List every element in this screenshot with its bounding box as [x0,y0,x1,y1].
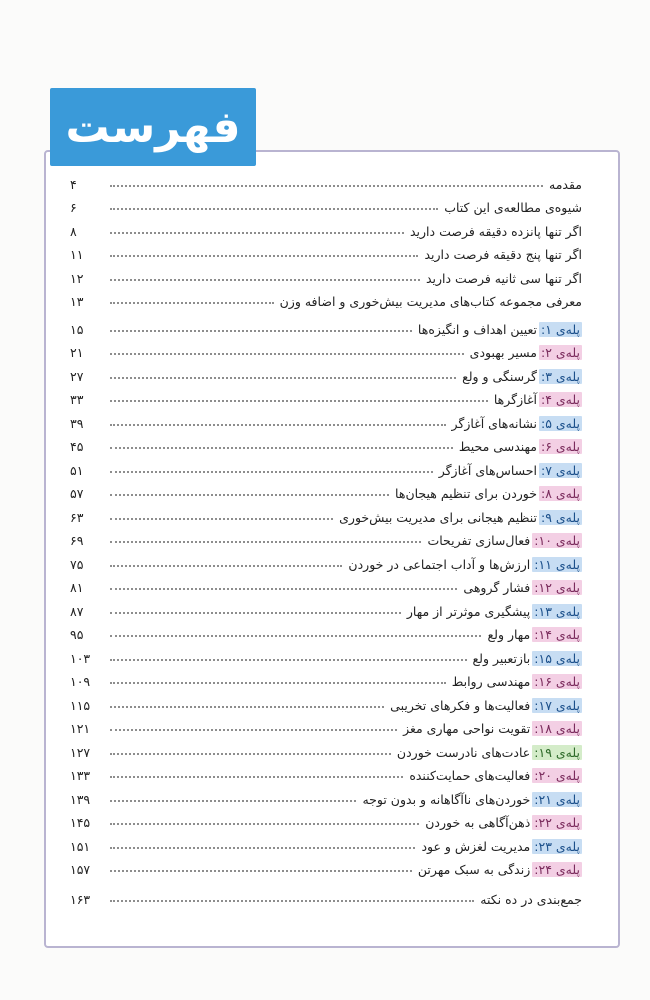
leader-dots [110,682,446,684]
step-tag: پله‌ی ۲۴: [534,862,580,877]
step-tag: پله‌ی ۱۴: [534,627,580,642]
leader-dots [110,447,453,449]
toc-entry[interactable] [70,192,582,216]
toc-step[interactable] [70,713,582,737]
toc-entry[interactable] [70,215,582,239]
step-tag: پله‌ی ۴: [540,392,580,407]
entry-page: ۴ [70,176,77,192]
step-label: پیشگیری موثرتر از مهار [406,603,531,619]
step-page: ۵۷ [70,486,84,501]
step-tag: پله‌ی ۱۵: [534,650,580,666]
leader-dots [110,729,397,731]
leader-dots [110,565,342,567]
entry-page: ۱۳ [70,294,84,309]
step-page: ۱۵۷ [70,862,91,877]
step-label: تعیین اهداف و انگیزه‌ها [417,321,537,337]
entry-page: ۸ [70,223,77,239]
step-page: ۲۷ [70,368,84,384]
step-label: احساس‌های آغازگر [438,462,537,478]
toc-entry[interactable] [70,286,582,310]
toc-step[interactable] [70,501,582,525]
step-tag: پله‌ی ۱۹: [534,744,580,760]
step-page: ۵۱ [70,462,84,478]
entry-label: اگر تنها پانزده دقیقه فرصت دارید [409,223,582,239]
toc-step[interactable] [70,760,582,784]
step-label: فعالیت‌های حمایت‌کننده [409,768,531,783]
leader-dots [110,302,274,304]
step-tag: پله‌ی ۱۰: [534,533,580,548]
toc-step[interactable] [70,337,582,361]
step-label: گرسنگی و ولع [462,368,537,384]
step-label: تنظیم هیجانی برای مدیریت بیش‌خوری [339,509,537,525]
step-page: ۱۵۱ [70,838,91,854]
toc-step[interactable] [70,384,582,408]
step-tag: پله‌ی ۹: [540,509,580,525]
step-page: ۱۵ [70,321,84,337]
step-tag: پله‌ی ۱۸: [534,721,580,736]
step-label: خوردن برای تنظیم هیجان‌ها [395,486,537,501]
leader-dots [110,541,421,543]
leader-dots [110,870,412,872]
step-tag: پله‌ی ۱: [540,321,580,337]
leader-dots [110,900,474,902]
leader-dots [110,518,333,520]
step-tag: پله‌ی ۱۱: [534,556,580,572]
entry-page: ۱۲ [70,270,84,286]
leader-dots [110,279,420,281]
leader-dots [110,753,391,755]
leader-dots [110,400,488,402]
step-label: فشار گروهی [463,580,531,595]
leader-dots [110,612,401,614]
leader-dots [110,377,456,379]
leader-dots [110,706,384,708]
leader-dots [110,635,481,637]
toc-step[interactable] [70,313,582,337]
leader-dots [110,185,543,187]
title-banner [50,88,256,166]
step-page: ۱۰۹ [70,674,91,689]
step-page: ۱۴۵ [70,815,91,830]
step-tag: پله‌ی ۱۷: [534,697,580,713]
entry-label: شیوه‌ی مطالعه‌ی این کتاب [444,200,582,215]
step-page: ۱۰۳ [70,650,91,666]
step-page: ۱۱۵ [70,697,91,713]
step-tag: پله‌ی ۶: [540,439,580,454]
step-page: ۶۳ [70,509,84,525]
step-label: تقویت نواحی مهاری مغز [403,721,531,736]
leader-dots [110,847,415,849]
leader-dots [110,208,438,210]
entry-label: اگر تنها پنج دقیقه فرصت دارید [424,247,582,262]
leader-dots [110,353,464,355]
step-label: مدیریت لغزش و عود [421,838,531,854]
toc-step[interactable] [70,619,582,643]
leader-dots [110,471,433,473]
leader-dots [110,424,446,426]
toc-step[interactable] [70,783,582,807]
step-label: فعالیت‌ها و فکرهای تخریبی [390,697,531,713]
step-tag: پله‌ی ۲۲: [534,815,580,830]
step-tag: پله‌ی ۲۱: [534,791,580,807]
toc-step[interactable] [70,572,582,596]
step-tag: پله‌ی ۱۳: [534,603,580,619]
toc-step[interactable] [70,548,582,572]
entry-label: معرفی مجموعه کتاب‌های مدیریت بیش‌خوری و اضافه وزن [279,294,582,309]
step-label: بازتعبیر ولع [472,650,531,666]
toc-step[interactable] [70,689,582,713]
entry-page: ۱۶۳ [70,891,91,907]
entry-label: مقدمه [549,176,582,192]
step-label: نشانه‌های آغازگر [451,415,537,431]
toc-entry[interactable] [70,168,582,192]
step-tag: پله‌ی ۲: [540,345,580,360]
step-page: ۱۳۹ [70,791,91,807]
leader-dots [110,588,457,590]
leader-dots [110,232,404,234]
entry-label: جمع‌بندی در ده نکته [480,891,582,907]
toc-step[interactable] [70,854,582,878]
toc-step[interactable] [70,642,582,666]
step-label: مهندسی روابط [451,674,531,689]
toc-step[interactable] [70,360,582,384]
toc-step[interactable] [70,807,582,831]
step-label: عادت‌های نادرست خوردن [396,744,531,760]
step-label: خوردن‌های ناآگاهانه و بدون توجه [362,791,531,807]
toc-step[interactable] [70,736,582,760]
step-label: ذهن‌آگاهی به خوردن [425,815,531,830]
leader-dots [110,494,389,496]
toc-step[interactable] [70,595,582,619]
step-page: ۱۳۳ [70,768,91,783]
step-label: مهندسی محیط [458,439,537,454]
step-label: مسیر بهبودی [469,345,537,360]
toc-step[interactable] [70,454,582,478]
step-tag: پله‌ی ۸: [540,486,580,501]
leader-dots [110,823,419,825]
step-label: مهار ولع [487,627,531,642]
step-label: آغازگرها [493,392,537,407]
step-label: ارزش‌ها و آداب اجتماعی در خوردن [348,556,531,572]
step-page: ۴۵ [70,439,84,454]
entry-label: اگر تنها سی ثانیه فرصت دارید [425,270,582,286]
toc-step[interactable] [70,407,582,431]
step-page: ۸۱ [70,580,84,595]
step-page: ۳۹ [70,415,84,431]
step-page: ۲۱ [70,345,84,360]
step-label: زندگی به سبک مهرتن [417,862,531,877]
leader-dots [110,659,467,661]
toc-step[interactable] [70,666,582,690]
leader-dots [110,800,356,802]
toc-entry[interactable] [70,883,582,907]
step-page: ۱۲۷ [70,744,91,760]
entry-page: ۶ [70,200,77,215]
step-page: ۷۵ [70,556,84,572]
step-tag: پله‌ی ۲۳: [534,838,580,854]
toc-entry[interactable] [70,239,582,263]
step-tag: پله‌ی ۱۶: [534,674,580,689]
leader-dots [110,255,418,257]
step-page: ۳۳ [70,392,84,407]
toc-step[interactable] [70,830,582,854]
step-label: فعال‌سازی تفریحات [427,533,531,548]
step-tag: پله‌ی ۵: [540,415,580,431]
step-tag: پله‌ی ۲۰: [534,768,580,783]
step-tag: پله‌ی ۳: [540,368,580,384]
toc-step[interactable] [70,478,582,502]
step-page: ۹۵ [70,627,84,642]
step-page: ۶۹ [70,533,84,548]
page-title: فهرست [65,101,241,153]
leader-dots [110,776,403,778]
step-tag: پله‌ی ۷: [540,462,580,478]
step-page: ۱۲۱ [70,721,91,736]
entry-page: ۱۱ [70,247,84,262]
toc-step[interactable] [70,431,582,455]
leader-dots [110,330,412,332]
table-of-contents [70,168,582,907]
toc-entry[interactable] [70,262,582,286]
step-tag: پله‌ی ۱۲: [534,580,580,595]
toc-step[interactable] [70,525,582,549]
step-page: ۸۷ [70,603,84,619]
